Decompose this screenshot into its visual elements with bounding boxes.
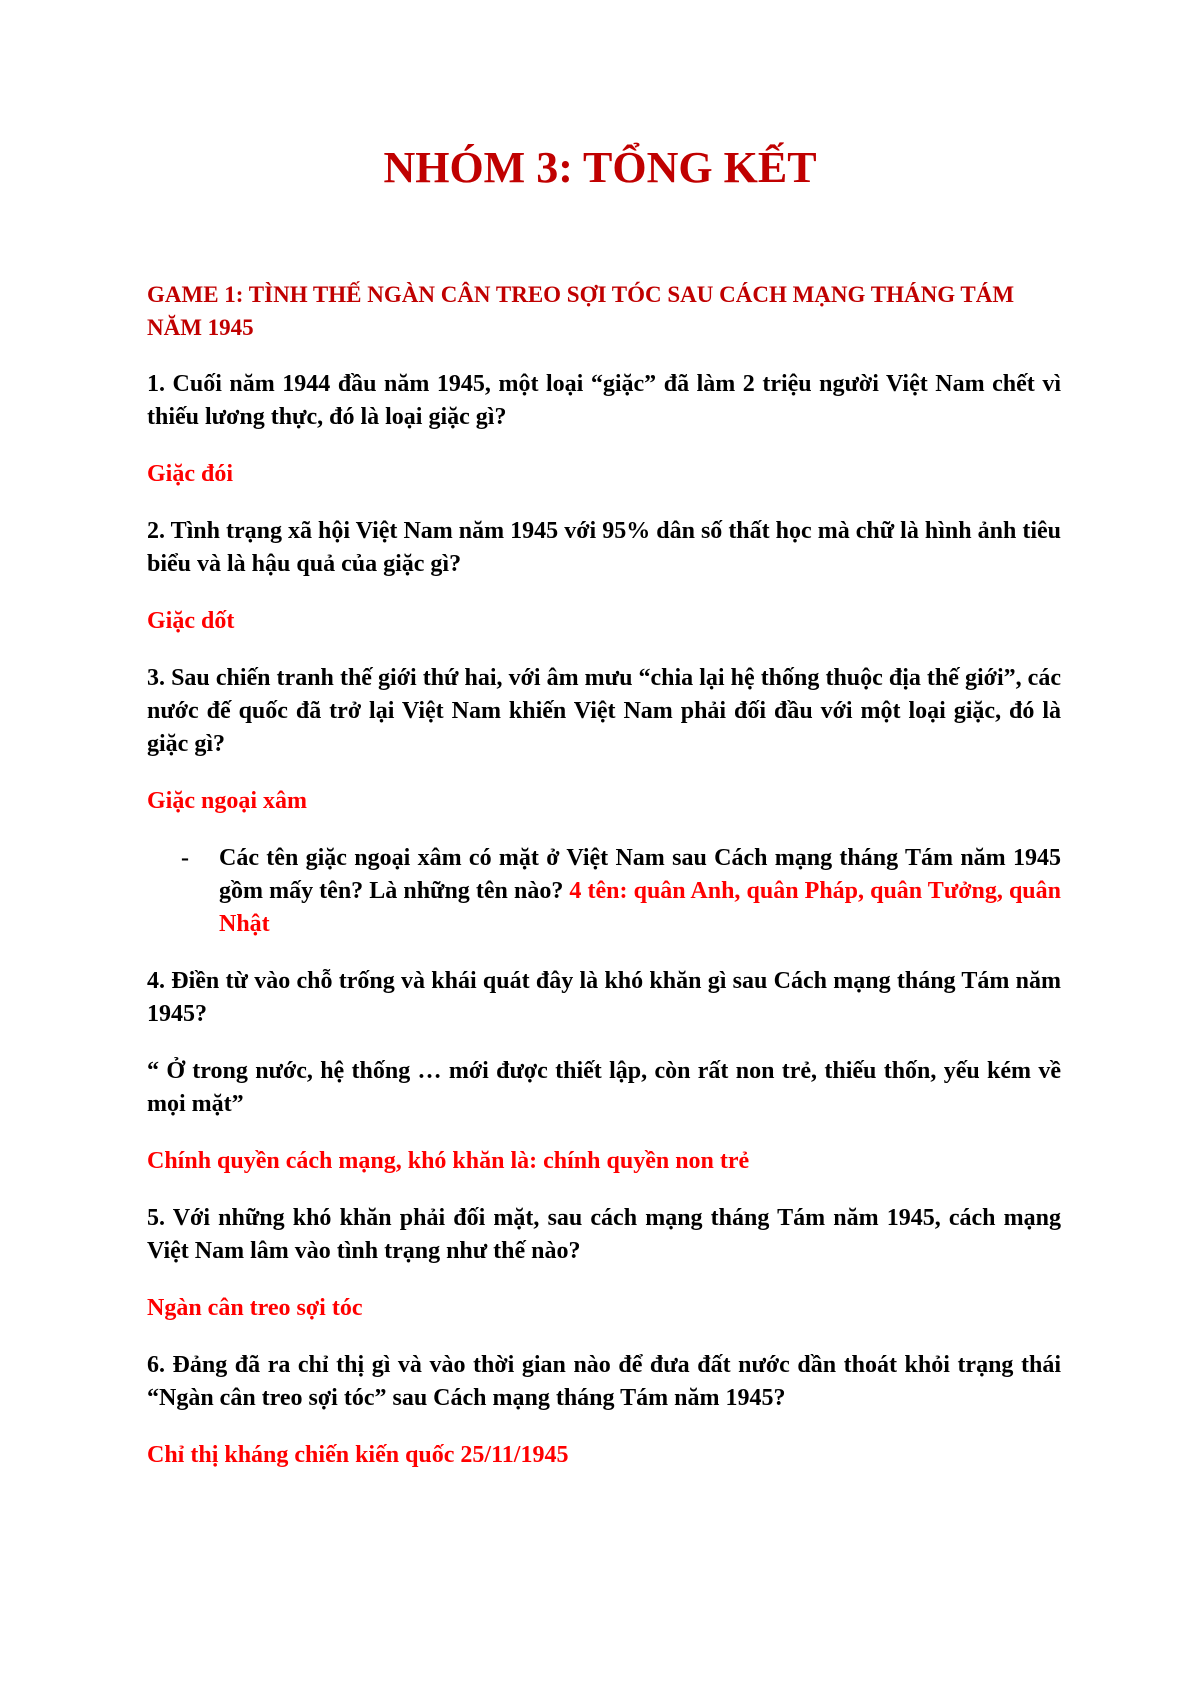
sub-answer-text: 4 tên: quân Anh, quân Pháp, quân Tưởng, quân Nhật: [219, 878, 1061, 937]
answer-6: Chỉ thị kháng chiến kiến quốc 25/11/1945: [147, 1442, 569, 1468]
dash-bullet: -: [181, 845, 189, 871]
question-6: 6. Đảng đã ra chỉ thị gì và vào thời gian nào để đưa đất nước dần thoát khỏi trạng thái “Ngàn cân treo sợi tóc” sau Cách mạng tháng Tám năm 1945?: [147, 1352, 1061, 1411]
answer-4: Chính quyền cách mạng, khó khăn là: chính quyền non trẻ: [147, 1148, 750, 1174]
question-1: 1. Cuối năm 1944 đầu năm 1945, một loại “giặc” đã làm 2 triệu người Việt Nam chết vì thiếu lương thực, đó là loại giặc gì?: [147, 371, 1061, 430]
document-body: [147, 278, 1061, 1496]
sub-question-text: Các tên giặc ngoại xâm có mặt ở Việt Nam sau Cách mạng tháng Tám năm 1945 gồm mấy tên? Là những tên nào?: [219, 845, 1061, 904]
answer-1: Giặc đói: [147, 461, 234, 487]
question-4-quote: “ Ở trong nước, hệ thống … mới được thiết lập, còn rất non trẻ, thiếu thốn, yếu kém về mọi mặt”: [147, 1058, 1061, 1117]
answer-3: Giặc ngoại xâm: [147, 788, 307, 814]
section-title: GAME 1: TÌNH THẾ NGÀN CÂN TREO SỢI TÓC SAU CÁCH MẠNG THÁNG TÁM NĂM 1945: [147, 282, 1015, 340]
answer-5: Ngàn cân treo sợi tóc: [147, 1295, 363, 1321]
document-title: NHÓM 3: TỔNG KẾT: [383, 143, 817, 192]
sub-question-item: [147, 842, 1061, 941]
question-5: 5. Với những khó khăn phải đối mặt, sau cách mạng tháng Tám năm 1945, cách mạng Việt Nam lâm vào tình trạng như thế nào?: [147, 1205, 1061, 1264]
question-3: 3. Sau chiến tranh thế giới thứ hai, với âm mưu “chia lại hệ thống thuộc địa thế giới”, các nước đế quốc đã trở lại Việt Nam khiến Việt Nam phải đối đầu với một loại giặc, đó là giặc gì?: [147, 665, 1061, 757]
question-2: 2. Tình trạng xã hội Việt Nam năm 1945 với 95% dân số thất học mà chữ là hình ảnh tiêu biểu và là hậu quả của giặc gì?: [147, 518, 1061, 577]
answer-2: Giặc dốt: [147, 608, 235, 634]
question-4: 4. Điền từ vào chỗ trống và khái quát đây là khó khăn gì sau Cách mạng tháng Tám năm 1945?: [147, 968, 1061, 1027]
